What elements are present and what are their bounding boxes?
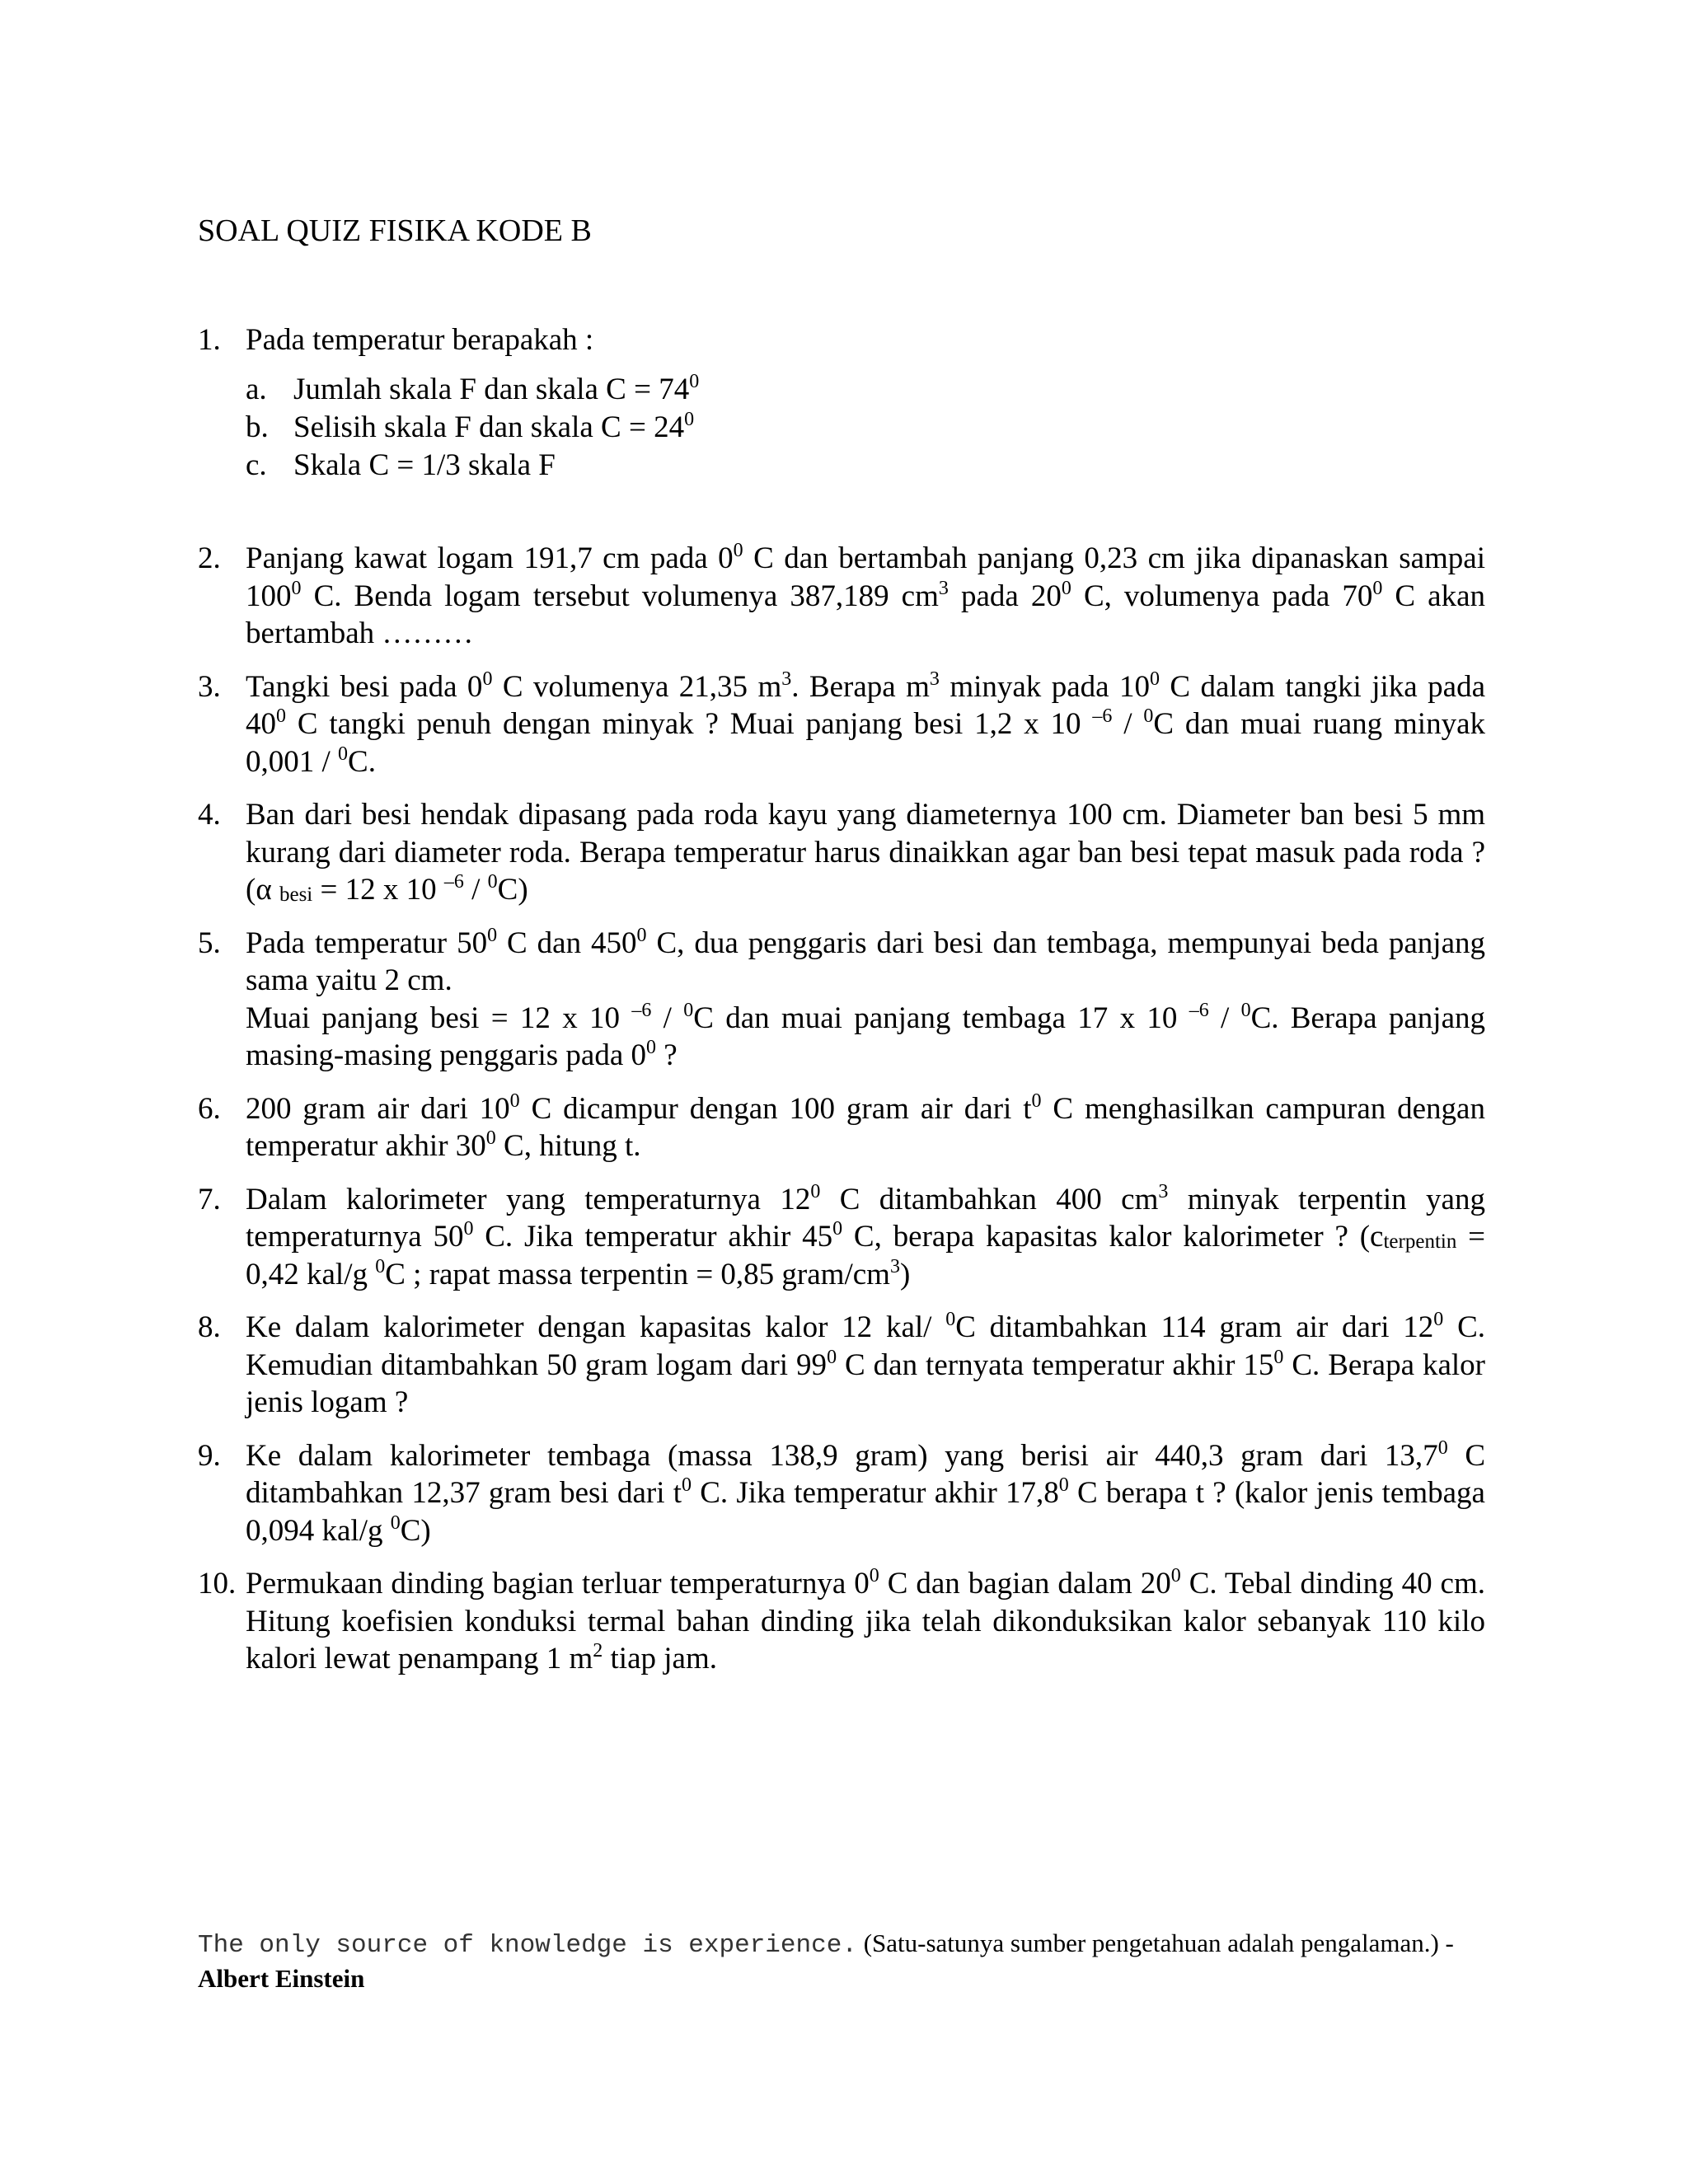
- question-number: 3.: [198, 669, 221, 704]
- question-number: 5.: [198, 926, 221, 960]
- sub-question-b: [246, 409, 1484, 447]
- question-text: Pada temperatur berapakah :: [246, 323, 594, 357]
- question-text: Permukaan dinding bagian terluar temperaturnya $0^0$ C dan bagian dalam $20^0$ C. Tebal dinding 40 cm. Hitung koefisien konduksi termal bahan dinding jika telah dikonduksikan kalor sebanyak 110 kilo kalori lewat penampang 1 $m^2$ tiap jam.: [246, 1565, 1485, 1675]
- sub-question-text: Skala C = 1/3 skala F: [293, 448, 556, 482]
- quote-author: Albert Einstein: [198, 1964, 365, 1993]
- superscript: 0: [689, 371, 700, 392]
- sub-question-label: a.: [246, 373, 267, 406]
- question-8: [198, 1309, 1485, 1422]
- question-1: [198, 321, 1484, 485]
- sub-question-a: [246, 371, 1484, 409]
- sub-question-text: Jumlah skala F dan skala C = 74: [293, 373, 690, 406]
- sub-question-list: [246, 371, 1484, 485]
- question-text: Ban dari besi hendak dipasang pada roda kayu yang diameternya 100 cm. Diameter ban besi 5 mm kurang dari diameter roda. Berapa temperatur harus dinaikkan agar ban besi tepat masuk pada roda ? (α $_{besi}$ = 12 x 10 $^{-6}$ / $^0$C): [246, 798, 1485, 907]
- page-title: SOAL QUIZ FISIKA KODE B: [198, 213, 592, 248]
- question-text: Panjang kawat logam 191,7 cm pada $0^0$ C dan bertambah panjang 0,23 cm jika dipanaskan sampai $100^0$ C. Benda logam tersebut volumenya 387,189 $cm^3$ pada $20^0$ C, volumenya pada $70^0$ C akan bertambah ………: [246, 540, 1485, 650]
- sub-question-label: c.: [246, 448, 267, 482]
- question-number: 6.: [198, 1091, 221, 1126]
- question-5: [198, 925, 1485, 1075]
- sub-question-text: Selisih skala F dan skala C = 24: [293, 410, 685, 444]
- question-text: Ke dalam kalorimeter dengan kapasitas kalor 12 kal/ $^0$C ditambahkan 114 gram air dari $12^0$ C. Kemudian ditambahkan 50 gram logam dari $99^0$ C dan ternyata temperatur akhir $15^0$ C. Berapa kalor jenis logam ?: [246, 1309, 1485, 1419]
- question-text: Ke dalam kalorimeter tembaga (massa 138,9 gram) yang berisi air 440,3 gram dari 13,7$^0$ C ditambahkan 12,37 gram besi dari $t^0$ C. Jika temperatur akhir 17,8$^0$ C berapa t ? (kalor jenis tembaga 0,094 kal/g $^0$C): [246, 1436, 1486, 1548]
- question-number: 1.: [198, 323, 221, 357]
- question-text: Pada temperatur $50^0$ C dan $450^0$ C, dua penggaris dari besi dan tembaga, mempunyai beda panjang sama yaitu 2 cm. Muai panjang besi = 12 x 10 $^{-6}$ / $^0$C dan muai panjang tembaga 17 x 10 $^{-6}$ / $^0$C. Berapa panjang masing-masing penggaris pada $0^0$ ?: [246, 924, 1486, 1072]
- question-2: [198, 540, 1485, 653]
- question-7: [198, 1181, 1485, 1294]
- superscript: 0: [684, 409, 695, 430]
- question-3: [198, 668, 1485, 781]
- question-text: Dalam kalorimeter yang temperaturnya $12^0$ C ditambahkan 400 $cm^3$ minyak terpentin yang temperaturnya $50^0$ C. Jika temperatur akhir $45^0$ C, berapa kapasitas kalor kalorimeter ? ($c_{terpentin} = 0,42$ kal/g $^0$C ; rapat massa terpentin = 0,85 gram/$cm^3$): [246, 1180, 1485, 1291]
- question-number: 2.: [198, 541, 221, 575]
- sub-question-c: [246, 447, 1484, 485]
- question-number: 7.: [198, 1182, 221, 1216]
- footer-quote: [198, 1927, 1484, 1995]
- question-10: [198, 1565, 1485, 1678]
- quote-text: The only source of knowledge is experience.: [198, 1931, 857, 1960]
- question-number: 10.: [198, 1567, 237, 1601]
- sub-question-label: b.: [246, 410, 269, 444]
- question-4: [198, 796, 1485, 909]
- question-number: 8.: [198, 1310, 221, 1344]
- quote-translation: (Satu-satunya sumber pengetahuan adalah pengalaman.) -: [856, 1929, 1454, 1957]
- question-list: [198, 540, 1485, 1694]
- question-number: 4.: [198, 798, 221, 832]
- question-number: 9.: [198, 1438, 221, 1473]
- question-6: [198, 1090, 1485, 1165]
- question-9: [198, 1437, 1485, 1550]
- question-text: 200 gram air dari $10^0$ C dicampur dengan 100 gram air dari $t^0$ C menghasilkan campuran dengan temperatur akhir $30^0$ C, hitung t.: [246, 1090, 1485, 1163]
- question-text: Tangki besi pada $0^0$ C volumenya 21,35 $m^3$. Berapa $m^3$ minyak pada $10^0$ C dalam tangki jika pada $40^0$ C tangki penuh dengan minyak ? Muai panjang besi 1,2 x 10 $^{-6}$ / $^0$C dan muai ruang minyak 0,001 / $^0$C.: [246, 668, 1486, 779]
